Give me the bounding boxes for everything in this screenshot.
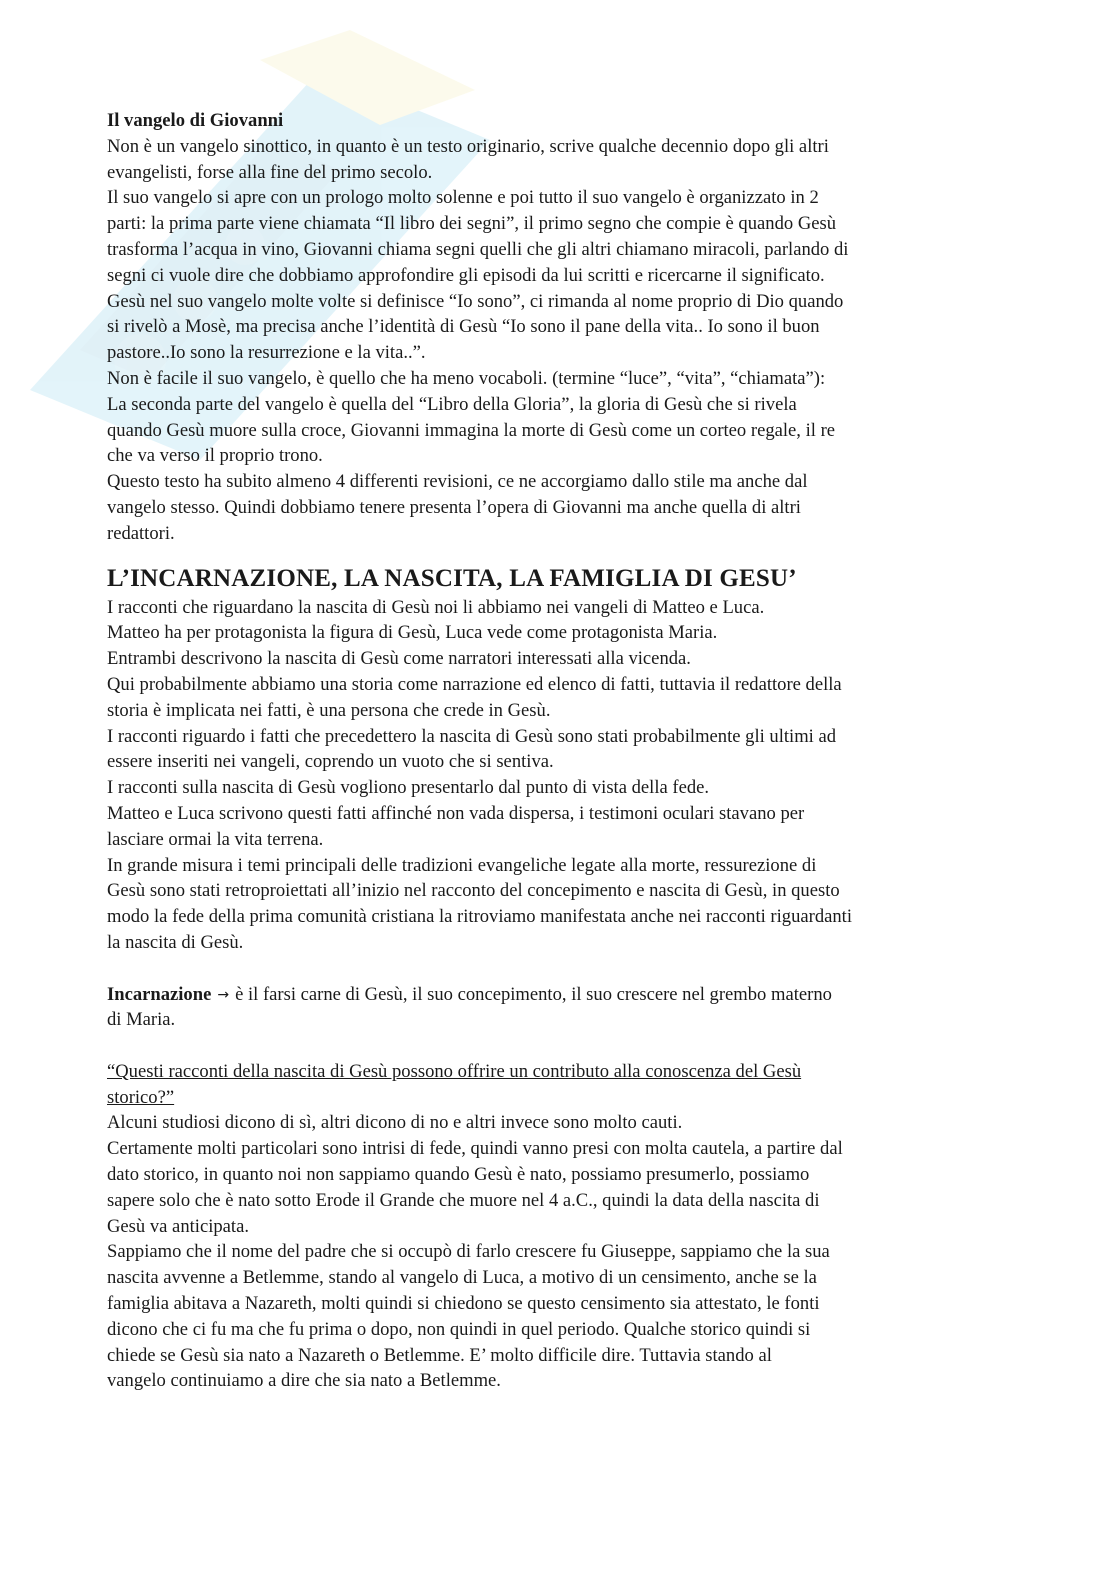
question-text: storico?” <box>107 1086 175 1108</box>
spacer <box>107 1033 1007 1059</box>
paragraph-line: quando Gesù muore sulla croce, Giovanni immagina la morte di Gesù come un corteo regale, il re <box>107 419 836 441</box>
question-line-2 <box>107 1085 1007 1111</box>
paragraph-line: evangelisti, forse alla fine del primo secolo. <box>107 161 433 183</box>
paragraph-line: Gesù nel suo vangelo molte volte si definisce “Io sono”, ci rimanda al nome proprio di Dio quando <box>107 290 844 312</box>
paragraph-line: In grande misura i temi principali delle tradizioni evangeliche legate alla morte, ressurezione di <box>107 854 817 876</box>
paragraph-line: sapere solo che è nato sotto Erode il Grande che muore nel 4 a.C., quindi la data della nascita di <box>107 1189 820 1211</box>
paragraph-line: I racconti che riguardano la nascita di Gesù noi li abbiamo nei vangeli di Matteo e Luca. <box>107 596 765 618</box>
paragraph-line: vangelo stesso. Quindi dobbiamo tenere presenta l’opera di Giovanni ma anche quella di altri <box>107 496 801 518</box>
paragraph-line: dato storico, in quanto noi non sappiamo quando Gesù è nato, possiamo presumerlo, possiamo <box>107 1164 810 1186</box>
paragraph-line: la nascita di Gesù. <box>107 931 244 953</box>
paragraph-line: Il suo vangelo si apre con un prologo molto solenne e poi tutto il suo vangelo è organizzato in 2 <box>107 187 819 209</box>
paragraph-line: Non è facile il suo vangelo, è quello che ha meno vocaboli. (termine “luce”, “vita”, “chiamata”): <box>107 367 826 389</box>
paragraph-line: che va verso il proprio trono. <box>107 445 323 467</box>
section3-body <box>107 1110 1007 1394</box>
paragraph-line: Gesù va anticipata. <box>107 1215 249 1237</box>
question-line-1 <box>107 1059 1007 1085</box>
section2-body <box>107 595 1007 956</box>
paragraph-line: trasforma l’acqua in vino, Giovanni chiama segni quelli che gli altri chiamano miracoli, parlando di <box>107 238 849 260</box>
definition-incarnazione <box>107 982 1007 1008</box>
paragraph-line: essere inseriti nei vangeli, coprendo un vuoto che si sentiva. <box>107 751 554 773</box>
document-page <box>107 108 1007 1394</box>
section1-body <box>107 134 1007 547</box>
paragraph-line: Non è un vangelo sinottico, in quanto è un testo originario, scrive qualche decennio dopo gli altri <box>107 135 829 157</box>
paragraph-line: Gesù sono stati retroproiettati all’inizio nel racconto del concepimento e nascita di Gesù, in questo <box>107 880 840 902</box>
paragraph-line: chiede se Gesù sia nato a Nazareth o Betlemme. E’ molto difficile dire. Tuttavia stando al <box>107 1344 772 1366</box>
definition-term: Incarnazione <box>107 983 212 1005</box>
definition-continuation: di Maria. <box>107 1009 176 1031</box>
paragraph-line: redattori. <box>107 522 175 544</box>
paragraph-line: dicono che ci fu ma che fu prima o dopo, non quindi in quel periodo. Qualche storico quindi si <box>107 1318 811 1340</box>
paragraph-line: pastore..Io sono la resurrezione e la vita..”. <box>107 342 426 364</box>
paragraph-line: Entrambi descrivono la nascita di Gesù come narratori interessati alla vicenda. <box>107 648 691 670</box>
paragraph-line: Matteo ha per protagonista la figura di Gesù, Luca vede come protagonista Maria. <box>107 622 718 644</box>
paragraph-line: segni ci vuole dire che dobbiamo approfondire gli episodi da lui scritti e ricercarne il significato. <box>107 264 825 286</box>
arrow-right-icon: → <box>217 986 230 1003</box>
paragraph-line: modo la fede della prima comunità cristiana la ritroviamo manifestata anche nei racconti riguardanti <box>107 906 852 928</box>
paragraph-line: vangelo continuiamo a dire che sia nato a Betlemme. <box>107 1370 501 1392</box>
paragraph-line: Certamente molti particolari sono intrisi di fede, quindi vanno presi con molta cautela, a partire dal <box>107 1138 843 1160</box>
paragraph-line: Qui probabilmente abbiamo una storia come narrazione ed elenco di fatti, tuttavia il redattore della <box>107 673 842 695</box>
paragraph-line: I racconti sulla nascita di Gesù vogliono presentarlo dal punto di vista della fede. <box>107 777 710 799</box>
paragraph-line: parti: la prima parte viene chiamata “Il libro dei segni”, il primo segno che compie è quando Gesù <box>107 213 837 235</box>
paragraph-line: storia è implicata nei fatti, è una persona che crede in Gesù. <box>107 699 551 721</box>
paragraph-line: Questo testo ha subito almeno 4 differenti revisioni, ce ne accorgiamo dallo stile ma anche dal <box>107 471 808 493</box>
section-title-vangelo-giovanni: Il vangelo di Giovanni <box>107 110 284 131</box>
paragraph-line: lasciare ormai la vita terrena. <box>107 828 324 850</box>
paragraph-line: La seconda parte del vangelo è quella del “Libro della Gloria”, la gloria di Gesù che si rivela <box>107 393 797 415</box>
section-heading-incarnazione: L’INCARNAZIONE, LA NASCITA, LA FAMIGLIA DI GESU’ <box>107 564 797 592</box>
question-text: “Questi racconti della nascita di Gesù possono offrire un contributo alla conoscenza del Gesù <box>107 1060 802 1082</box>
paragraph-line: nascita avvenne a Betlemme, stando al vangelo di Luca, a motivo di un censimento, anche se la <box>107 1267 817 1289</box>
definition-text: è il farsi carne di Gesù, il suo concepimento, il suo crescere nel grembo materno <box>235 983 832 1005</box>
paragraph-line: Alcuni studiosi dicono di sì, altri dicono di no e altri invece sono molto cauti. <box>107 1112 683 1134</box>
paragraph-line: famiglia abitava a Nazareth, molti quindi si chiedono se questo censimento sia attestato, le fonti <box>107 1293 820 1315</box>
paragraph-line: Matteo e Luca scrivono questi fatti affinché non vada dispersa, i testimoni oculari stavano per <box>107 802 805 824</box>
paragraph-line: I racconti riguardo i fatti che precedettero la nascita di Gesù sono stati probabilmente gli ultimi ad <box>107 725 837 747</box>
paragraph-line: Sappiamo che il nome del padre che si occupò di farlo crescere fu Giuseppe, sappiamo che la sua <box>107 1241 830 1263</box>
spacer <box>107 956 1007 982</box>
paragraph-line: si rivelò a Mosè, ma precisa anche l’identità di Gesù “Io sono il pane della vita.. Io sono il buon <box>107 316 820 338</box>
